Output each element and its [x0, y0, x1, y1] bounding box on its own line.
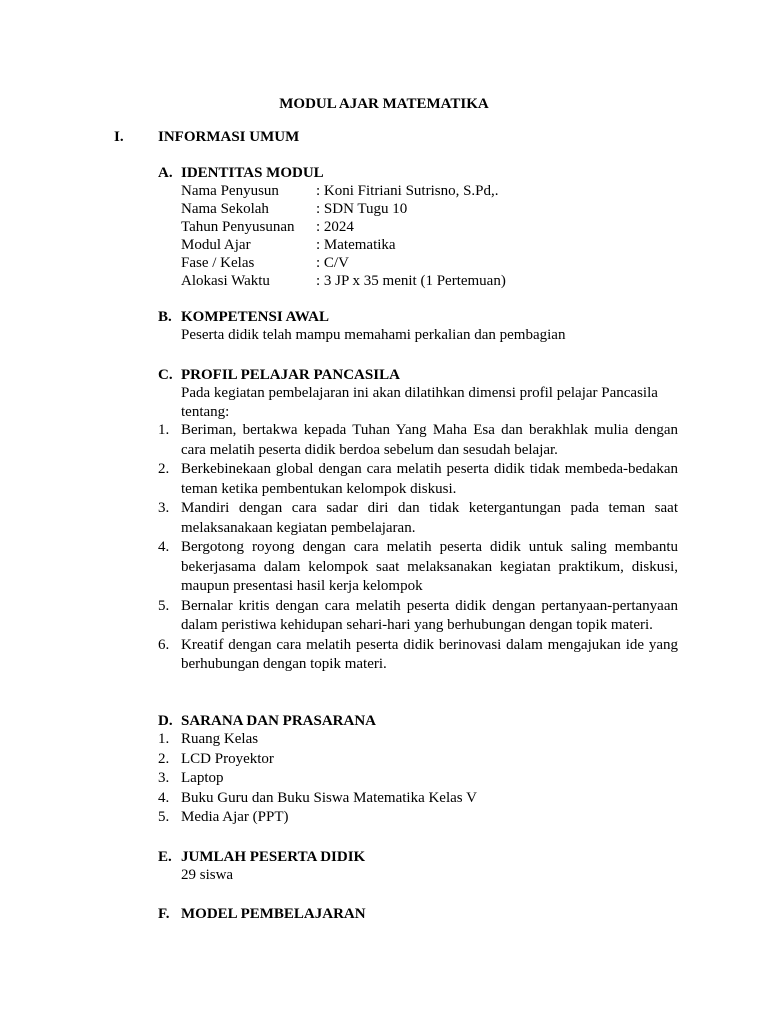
list-item — [158, 808, 678, 828]
identitas-row — [181, 182, 678, 200]
model-heading — [158, 905, 678, 923]
peserta-text: 29 siswa — [181, 867, 234, 883]
identitas-title: IDENTITAS MODUL — [181, 165, 324, 181]
list-item — [158, 421, 678, 460]
list-item — [158, 499, 678, 538]
list-text: Bernalar kritis dengan cara melatih peserta didik dengan pertanyaan-pertanyaan dalam peristiwa kehidupan sehari-hari yang berhubungan dengan topik materi. — [181, 597, 678, 633]
section-number: I. — [114, 129, 124, 145]
profil-letter: C. — [158, 367, 173, 383]
identitas-label: Modul Ajar — [181, 237, 251, 253]
list-item — [158, 730, 678, 750]
peserta-section — [158, 848, 678, 885]
list-item — [158, 538, 678, 597]
list-number: 3. — [158, 500, 170, 516]
identitas-row — [181, 272, 678, 290]
list-number: 4. — [158, 789, 170, 806]
document-title: MODUL AJAR MATEMATIKA — [279, 96, 489, 112]
sarana-heading — [158, 712, 678, 730]
identitas-value: : C/V — [316, 255, 349, 271]
list-number: 2. — [158, 461, 170, 477]
sarana-section — [158, 712, 678, 828]
sarana-list — [158, 730, 678, 828]
list-text: LCD Proyektor — [181, 750, 274, 767]
list-text: Beriman, bertakwa kepada Tuhan Yang Maha Esa dan berakhlak mulia dengan cara melatih peserta didik berdoa sebelum dan sesudah belajar. — [181, 422, 678, 458]
identitas-value: : Koni Fitriani Sutrisno, S.Pd,. — [316, 183, 499, 199]
list-item — [158, 750, 678, 770]
profil-heading — [158, 366, 678, 384]
list-number: 6. — [158, 636, 170, 653]
profil-section — [158, 366, 678, 675]
sarana-title: SARANA DAN PRASARANA — [181, 713, 377, 729]
section-title: INFORMASI UMUM — [158, 129, 300, 145]
list-item — [158, 769, 678, 789]
model-title: MODEL PEMBELAJARAN — [181, 906, 366, 922]
peserta-title: JUMLAH PESERTA DIDIK — [181, 849, 366, 865]
identitas-row — [181, 218, 678, 236]
list-text: Laptop — [181, 770, 224, 786]
identitas-label: Tahun Penyusunan — [181, 219, 295, 235]
identitas-letter: A. — [158, 165, 173, 181]
profil-title: PROFIL PELAJAR PANCASILA — [181, 367, 400, 383]
list-number: 4. — [158, 539, 170, 555]
list-number: 2. — [158, 750, 170, 767]
list-number: 5. — [158, 597, 170, 614]
model-letter: F. — [158, 906, 170, 922]
list-number: 5. — [158, 809, 170, 825]
model-section — [158, 905, 678, 923]
list-text: Berkebinekaan global dengan cara melatih peserta didik tidak membeda-bedakan teman ketika pembentukan kelompok diskusi. — [181, 461, 678, 497]
identitas-value: : 2024 — [316, 219, 354, 235]
identitas-value: : 3 JP x 35 menit (1 Pertemuan) — [316, 273, 506, 289]
identitas-value: : Matematika — [316, 237, 396, 253]
identitas-row — [181, 200, 678, 218]
identitas-value: : SDN Tugu 10 — [316, 201, 408, 217]
list-text: Bergotong royong dengan cara melatih peserta didik untuk saling membantu bekerjasama dalam kelompok saat melaksanakan kegiatan praktikum, diskusi, maupun presentasi hasil kerja kelompok — [181, 539, 678, 594]
peserta-letter: E. — [158, 849, 172, 865]
identitas-label: Nama Penyusun — [181, 183, 279, 199]
list-text: Kreatif dengan cara melatih peserta didik berinovasi dalam mengajukan ide yang berhubungan dengan topik materi. — [181, 636, 678, 672]
kompetensi-heading — [158, 308, 678, 326]
identitas-table — [181, 182, 678, 290]
sarana-letter: D. — [158, 713, 173, 729]
profil-list — [158, 421, 678, 675]
kompetensi-text: Peserta didik telah mampu memahami perkalian dan pembagian — [181, 327, 566, 343]
list-text: Mandiri dengan cara sadar diri dan tidak ketergantungan pada teman saat melaksanakaan kegiatan pembelajaran. — [181, 500, 678, 536]
list-number: 1. — [158, 731, 170, 747]
peserta-heading — [158, 848, 678, 866]
kompetensi-letter: B. — [158, 309, 172, 325]
list-text: Media Ajar (PPT) — [181, 809, 289, 825]
list-item — [158, 460, 678, 499]
kompetensi-section — [158, 308, 678, 345]
list-item — [158, 789, 678, 809]
identitas-row — [181, 236, 678, 254]
identitas-heading — [158, 164, 678, 182]
list-item — [158, 597, 678, 636]
identitas-section — [158, 164, 678, 290]
list-number: 1. — [158, 422, 170, 438]
list-number: 3. — [158, 770, 170, 786]
identitas-label: Fase / Kelas — [181, 255, 255, 271]
identitas-label: Nama Sekolah — [181, 201, 269, 217]
list-item — [158, 636, 678, 675]
list-text: Ruang Kelas — [181, 731, 259, 747]
identitas-label: Alokasi Waktu — [181, 273, 270, 289]
profil-intro: Pada kegiatan pembelajaran ini akan dilatihkan dimensi profil pelajar Pancasila tentang: — [181, 385, 658, 420]
identitas-row — [181, 254, 678, 272]
kompetensi-title: KOMPETENSI AWAL — [181, 309, 329, 325]
list-text: Buku Guru dan Buku Siswa Matematika Kelas V — [181, 789, 477, 806]
